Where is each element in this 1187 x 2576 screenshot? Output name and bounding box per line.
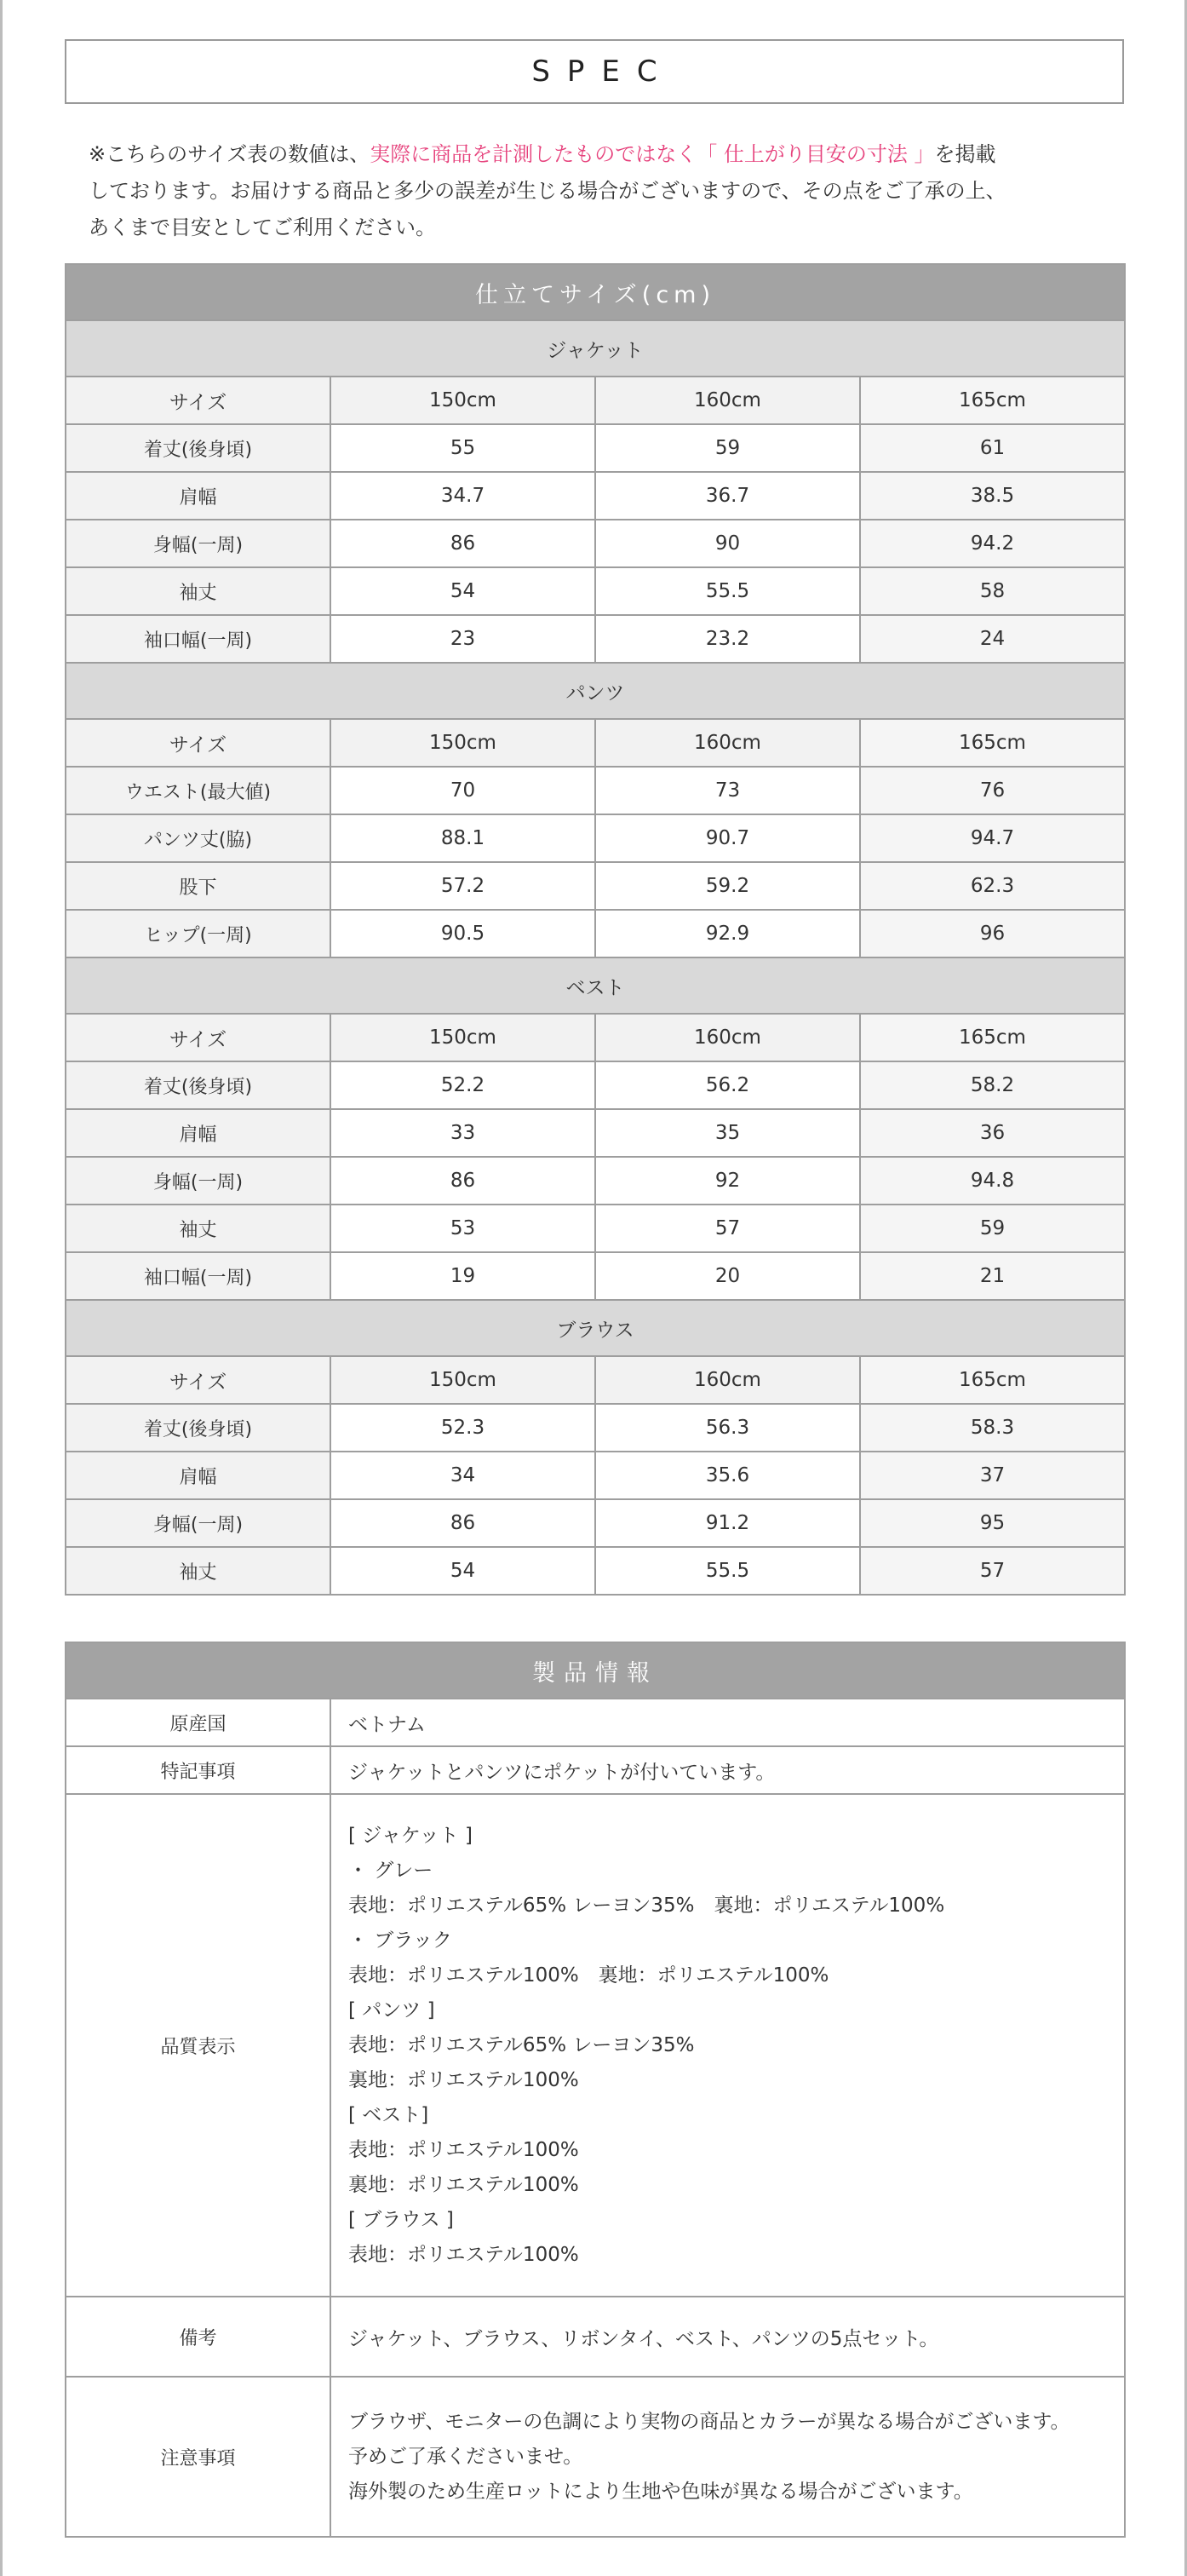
size-column-header: 150cm <box>330 1014 595 1061</box>
measurement-value: 57 <box>595 1205 860 1252</box>
quality-line: [ ベスト] <box>348 2103 429 2126</box>
caution-row <box>66 2377 1125 2537</box>
section-header <box>66 320 1125 377</box>
measurement-value: 54 <box>330 567 595 615</box>
measurement-value: 24 <box>860 615 1125 663</box>
measurement-value: 34 <box>330 1452 595 1499</box>
spec-title: SPEC <box>65 39 1124 104</box>
table-row <box>66 1547 1125 1595</box>
section-header <box>66 663 1125 719</box>
measurement-value: 56.3 <box>595 1404 860 1452</box>
measurement-label: 着丈(後身頃) <box>66 424 330 472</box>
size-column-header: 160cm <box>595 1014 860 1061</box>
measurement-value: 35.6 <box>595 1452 860 1499</box>
measurement-value: 86 <box>330 520 595 567</box>
measurement-value: 70 <box>330 767 595 814</box>
measurement-label: 着丈(後身頃) <box>66 1061 330 1109</box>
origin-label: 原産国 <box>66 1699 330 1746</box>
origin-value: ベトナム <box>330 1699 1125 1746</box>
size-label: サイズ <box>66 1356 330 1404</box>
table-row <box>66 1061 1125 1109</box>
measurement-label: 袖丈 <box>66 1547 330 1595</box>
measurement-value: 56.2 <box>595 1061 860 1109</box>
caution-line: 予めご了承くださいませ。 <box>348 2445 583 2468</box>
section-title: パンツ <box>66 663 1125 719</box>
table-row <box>66 1109 1125 1157</box>
measurement-value: 91.2 <box>595 1499 860 1547</box>
section-header <box>66 1300 1125 1356</box>
remarks-value: ジャケット、ブラウス、リボンタイ、ベスト、パンツの5点セット。 <box>330 2297 1125 2377</box>
section-title: ブラウス <box>66 1300 1125 1356</box>
measurement-value: 23.2 <box>595 615 860 663</box>
remarks-row <box>66 2297 1125 2377</box>
measurement-value: 59 <box>595 424 860 472</box>
table-row <box>66 1452 1125 1499</box>
size-header-row <box>66 1014 1125 1061</box>
measurement-label: ヒップ(一周) <box>66 910 330 957</box>
measurement-value: 86 <box>330 1499 595 1547</box>
measurement-value: 57.2 <box>330 862 595 910</box>
size-column-header: 160cm <box>595 1356 860 1404</box>
measurement-value: 92.9 <box>595 910 860 957</box>
measurement-value: 90.7 <box>595 814 860 862</box>
section-title: ジャケット <box>66 320 1125 377</box>
table-row <box>66 1252 1125 1300</box>
measurement-value: 96 <box>860 910 1125 957</box>
measurement-label: 身幅(一周) <box>66 1157 330 1205</box>
measurement-value: 59 <box>860 1205 1125 1252</box>
measurement-value: 55.5 <box>595 567 860 615</box>
quality-line: [ ブラウス ] <box>348 2208 454 2231</box>
measurement-value: 54 <box>330 1547 595 1595</box>
table-row <box>66 1157 1125 1205</box>
table-row <box>66 520 1125 567</box>
measurement-label: 着丈(後身頃) <box>66 1404 330 1452</box>
section-header <box>66 957 1125 1014</box>
table-row <box>66 615 1125 663</box>
table-row <box>66 424 1125 472</box>
measurement-label: 身幅(一周) <box>66 1499 330 1547</box>
quality-line: 表地：ポリエステル100% 裏地：ポリエステル100% <box>348 1964 829 1987</box>
notice-text-1: ※こちらのサイズ表の数値は、 <box>89 142 370 166</box>
measurement-value: 35 <box>595 1109 860 1157</box>
measurement-value: 58 <box>860 567 1125 615</box>
measurement-value: 88.1 <box>330 814 595 862</box>
measurement-value: 92 <box>595 1157 860 1205</box>
measurement-value: 38.5 <box>860 472 1125 520</box>
measurement-label: 股下 <box>66 862 330 910</box>
size-table-header <box>66 264 1125 320</box>
measurement-value: 36 <box>860 1109 1125 1157</box>
caution-label: 注意事項 <box>66 2377 330 2537</box>
size-header-row <box>66 719 1125 767</box>
measurement-label: 肩幅 <box>66 1452 330 1499</box>
caution-value <box>330 2377 1125 2537</box>
measurement-label: 袖丈 <box>66 567 330 615</box>
table-row <box>66 814 1125 862</box>
size-table-title: 仕立てサイズ(cm) <box>66 264 1125 320</box>
quality-label: 品質表示 <box>66 1794 330 2297</box>
size-column-header: 165cm <box>860 1356 1125 1404</box>
size-column-header: 165cm <box>860 719 1125 767</box>
quality-line: 裏地：ポリエステル100% <box>348 2068 579 2091</box>
size-label: サイズ <box>66 377 330 424</box>
quality-line: [ ジャケット ] <box>348 1824 473 1847</box>
notice-text-3: しております。お届けする商品と多少の誤差が生じる場合がございますので、その点をご了承の上、 <box>89 179 1006 203</box>
table-row <box>66 767 1125 814</box>
table-row <box>66 1404 1125 1452</box>
notice-highlight: 実際に商品を計測したものではなく「 仕上がり目安の寸法 」 <box>370 142 935 166</box>
measurement-value: 55 <box>330 424 595 472</box>
measurement-label: 身幅(一周) <box>66 520 330 567</box>
page-left-border <box>0 0 3 2576</box>
size-header-row <box>66 377 1125 424</box>
caution-line: ブラウザ、モニターの色調により実物の商品とカラーが異なる場合がございます。 <box>348 2410 1070 2433</box>
size-label: サイズ <box>66 719 330 767</box>
measurement-value: 36.7 <box>595 472 860 520</box>
size-column-header: 150cm <box>330 377 595 424</box>
measurement-value: 53 <box>330 1205 595 1252</box>
measurement-value: 90.5 <box>330 910 595 957</box>
measurement-value: 34.7 <box>330 472 595 520</box>
measurement-value: 95 <box>860 1499 1125 1547</box>
measurement-label: ウエスト(最大値) <box>66 767 330 814</box>
remarks-label: 備考 <box>66 2297 330 2377</box>
size-column-header: 160cm <box>595 719 860 767</box>
measurement-label: 肩幅 <box>66 1109 330 1157</box>
measurement-value: 19 <box>330 1252 595 1300</box>
measurement-value: 20 <box>595 1252 860 1300</box>
size-label: サイズ <box>66 1014 330 1061</box>
origin-row <box>66 1699 1125 1746</box>
size-column-header: 150cm <box>330 719 595 767</box>
quality-line: ・ グレー <box>348 1859 433 1882</box>
table-row <box>66 1205 1125 1252</box>
quality-row <box>66 1794 1125 2297</box>
table-row <box>66 1499 1125 1547</box>
quality-line: 表地：ポリエステル65% レーヨン35% 裏地：ポリエステル100% <box>348 1894 945 1917</box>
measurement-value: 58.2 <box>860 1061 1125 1109</box>
size-column-header: 160cm <box>595 377 860 424</box>
measurement-value: 21 <box>860 1252 1125 1300</box>
measurement-value: 61 <box>860 424 1125 472</box>
measurement-label: 袖丈 <box>66 1205 330 1252</box>
size-header-row <box>66 1356 1125 1404</box>
measurement-value: 57 <box>860 1547 1125 1595</box>
measurement-value: 52.3 <box>330 1404 595 1452</box>
quality-line: [ パンツ ] <box>348 1998 435 2021</box>
measurement-value: 23 <box>330 615 595 663</box>
table-row <box>66 910 1125 957</box>
measurement-value: 59.2 <box>595 862 860 910</box>
measurement-value: 52.2 <box>330 1061 595 1109</box>
measurement-value: 94.8 <box>860 1157 1125 1205</box>
size-column-header: 165cm <box>860 1014 1125 1061</box>
caution-line: 海外製のため生産ロットにより生地や色味が異なる場合がございます。 <box>348 2480 973 2503</box>
measurement-value: 73 <box>595 767 860 814</box>
measurement-label: パンツ丈(脇) <box>66 814 330 862</box>
measurement-value: 94.2 <box>860 520 1125 567</box>
size-column-header: 150cm <box>330 1356 595 1404</box>
measurement-value: 33 <box>330 1109 595 1157</box>
size-notice <box>89 136 1110 246</box>
product-info-header <box>66 1642 1125 1699</box>
measurement-value: 76 <box>860 767 1125 814</box>
quality-line: 表地：ポリエステル65% レーヨン35% <box>348 2033 695 2056</box>
special-note-row <box>66 1746 1125 1794</box>
measurement-value: 37 <box>860 1452 1125 1499</box>
measurement-value: 90 <box>595 520 860 567</box>
product-info-table <box>65 1642 1126 2538</box>
quality-line: 裏地：ポリエステル100% <box>348 2173 579 2196</box>
size-column-header: 165cm <box>860 377 1125 424</box>
size-table <box>65 263 1126 1596</box>
quality-line: 表地：ポリエステル100% <box>348 2243 579 2266</box>
measurement-value: 58.3 <box>860 1404 1125 1452</box>
table-row <box>66 472 1125 520</box>
section-title: ベスト <box>66 957 1125 1014</box>
measurement-label: 肩幅 <box>66 472 330 520</box>
quality-line: ・ ブラック <box>348 1929 452 1952</box>
measurement-label: 袖口幅(一周) <box>66 615 330 663</box>
measurement-value: 94.7 <box>860 814 1125 862</box>
measurement-value: 55.5 <box>595 1547 860 1595</box>
notice-text-4: あくまで目安としてご利用ください。 <box>89 216 436 239</box>
notice-text-2: を掲載 <box>934 142 996 166</box>
measurement-value: 62.3 <box>860 862 1125 910</box>
product-info-title: 製品情報 <box>66 1642 1125 1699</box>
table-row <box>66 862 1125 910</box>
special-note-value: ジャケットとパンツにポケットが付いています。 <box>330 1746 1125 1794</box>
measurement-label: 袖口幅(一周) <box>66 1252 330 1300</box>
quality-line: 表地：ポリエステル100% <box>348 2138 579 2161</box>
table-row <box>66 567 1125 615</box>
special-note-label: 特記事項 <box>66 1746 330 1794</box>
quality-value <box>330 1794 1125 2297</box>
measurement-value: 86 <box>330 1157 595 1205</box>
